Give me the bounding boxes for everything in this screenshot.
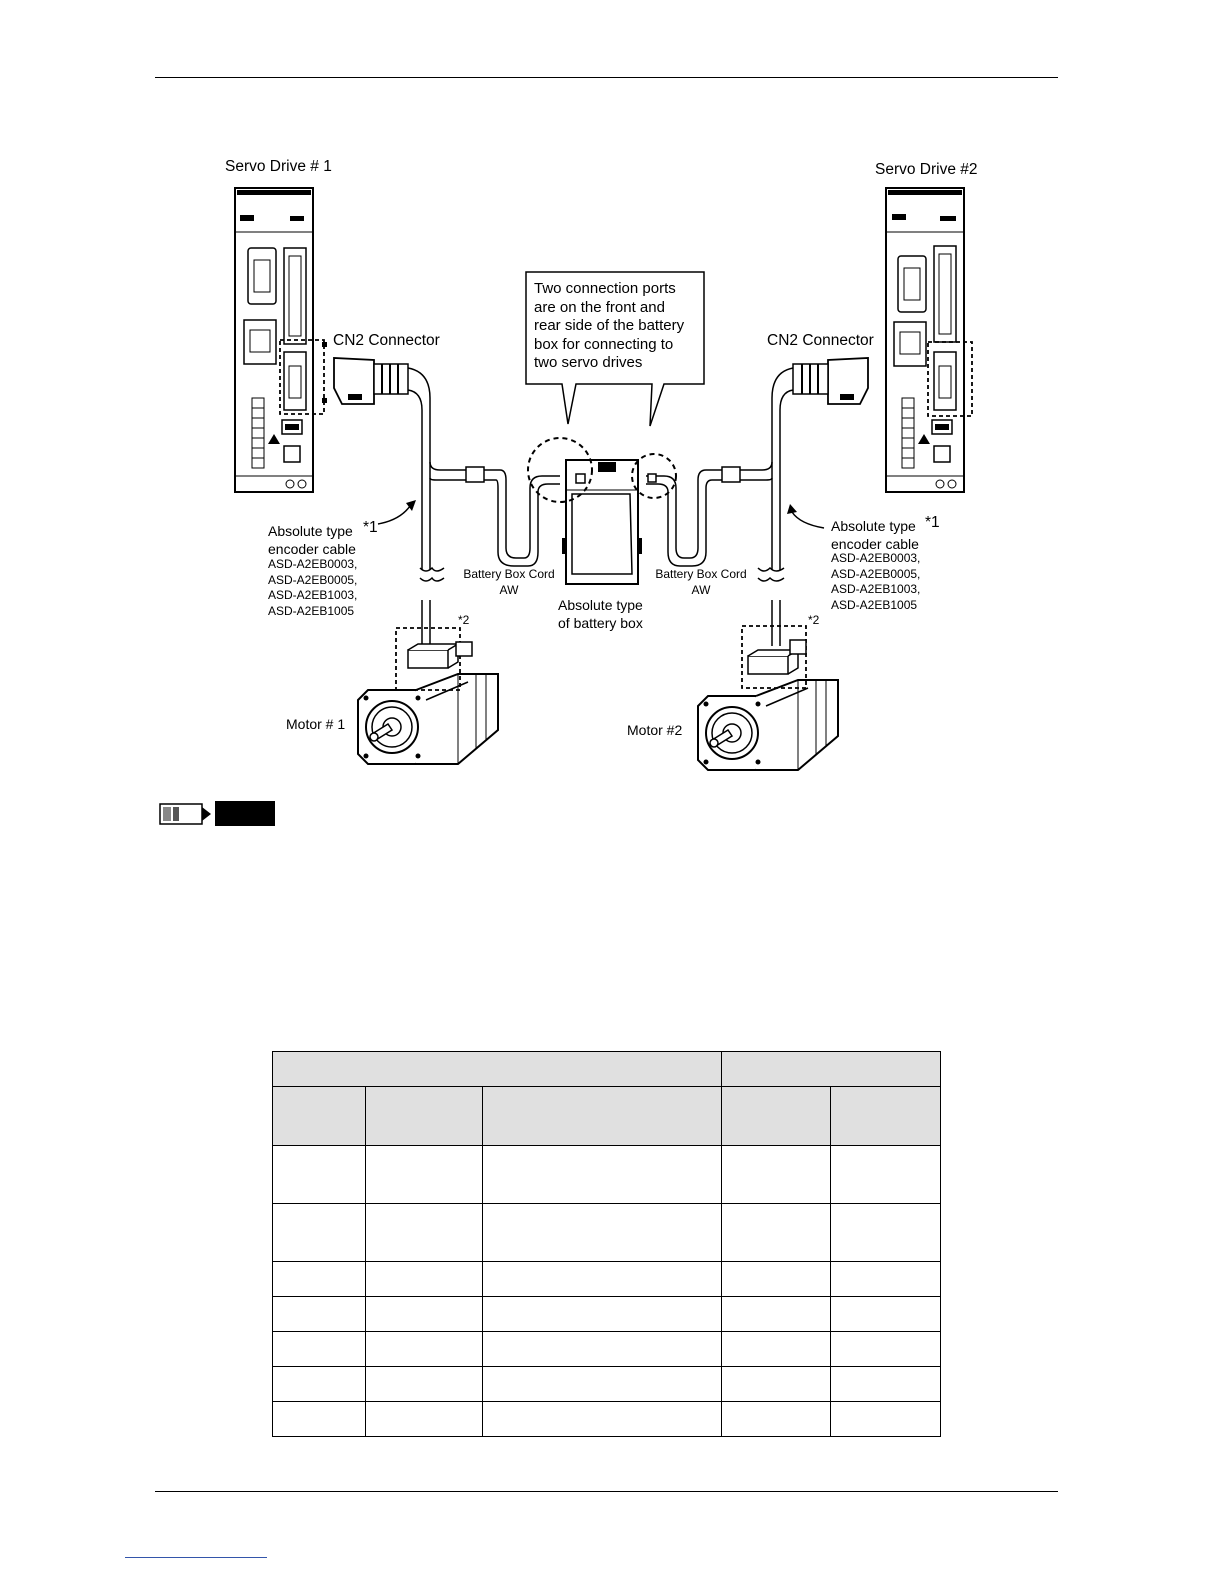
- callout-line: Two connection ports: [534, 280, 676, 297]
- battery-box-line: Absolute type: [558, 597, 643, 613]
- table-cell: [483, 1146, 722, 1204]
- encoder-cable-left-graphic: [408, 368, 466, 646]
- table-cell: [273, 1262, 366, 1297]
- table-cell: [483, 1087, 722, 1146]
- table-cell: [722, 1087, 831, 1146]
- table-cell: [831, 1297, 941, 1332]
- encoder-cable-right-graphic: [740, 368, 793, 646]
- table-cell: [722, 1052, 941, 1087]
- table-cell: [722, 1367, 831, 1402]
- cable-model: ASD-A2EB0003,: [831, 551, 921, 565]
- table-row: [273, 1402, 941, 1437]
- table-cell: [831, 1402, 941, 1437]
- battery-cord-left-graphic: [466, 467, 560, 566]
- cord-line: Battery Box Cord: [655, 567, 747, 581]
- table-cell: [722, 1402, 831, 1437]
- motor-2-graphic: [698, 650, 838, 770]
- cord-line: AW: [691, 582, 711, 597]
- callout-line: rear side of the battery: [534, 317, 685, 334]
- cord-line: Battery Box Cord: [463, 567, 555, 581]
- servo-drive-1-graphic: [235, 188, 327, 492]
- left-cable-note-mark: *1: [363, 519, 378, 536]
- battery-cord-right-graphic: [646, 467, 740, 566]
- table-cell: [483, 1332, 722, 1367]
- table-cell: [273, 1146, 366, 1204]
- mark-2-left: *2: [458, 613, 470, 627]
- cable-model: ASD-A2EB0005,: [831, 566, 921, 581]
- table-cell: [831, 1262, 941, 1297]
- right-cable-title-2: encoder cable: [831, 536, 919, 552]
- motor-1-label: Motor # 1: [286, 716, 346, 732]
- table-cell: [366, 1402, 483, 1437]
- table-cell: [273, 1332, 366, 1367]
- cable-model: ASD-A2EB1003,: [831, 582, 921, 596]
- table-row: [273, 1297, 941, 1332]
- table-cell: [831, 1146, 941, 1204]
- bottom-link-underline[interactable]: [125, 1557, 267, 1558]
- table-header-row-2: [273, 1087, 941, 1146]
- cn2-connector-right-label: CN2 Connector: [767, 332, 874, 349]
- callout-line: are on the front and: [534, 298, 665, 316]
- cable-model: ASD-A2EB1005: [268, 603, 355, 618]
- table-cell: [722, 1297, 831, 1332]
- cord-line: AW: [499, 582, 519, 597]
- table-cell: [483, 1402, 722, 1437]
- cable-model: ASD-A2EB1003,: [268, 588, 358, 602]
- servo-drive-2-label: Servo Drive #2: [875, 161, 978, 178]
- table-cell: [831, 1204, 941, 1262]
- table-cell: [483, 1367, 722, 1402]
- table-cell: [722, 1146, 831, 1204]
- table-row: [273, 1332, 941, 1367]
- table-cell: [273, 1052, 722, 1087]
- table-cell: [366, 1087, 483, 1146]
- table-cell: [366, 1146, 483, 1204]
- motor-1-graphic: [358, 644, 498, 764]
- table-cell: [366, 1367, 483, 1402]
- cn2-connector-left-label: CN2 Connector: [333, 332, 440, 349]
- left-cable-title-1: Absolute type: [268, 523, 353, 539]
- right-cable-models: [831, 551, 920, 613]
- table-cell: [273, 1087, 366, 1146]
- arrow-left-icon: [378, 500, 416, 524]
- table-cell: [722, 1332, 831, 1367]
- table-row: [273, 1146, 941, 1204]
- table-cell: [831, 1332, 941, 1367]
- cn2-plug-right-graphic: [793, 358, 868, 404]
- note-pencil-icon: [159, 801, 277, 827]
- table-cell: [483, 1262, 722, 1297]
- motor-2-label: Motor #2: [627, 722, 683, 738]
- cn2-plug-left-graphic: [334, 358, 408, 404]
- table-cell: [273, 1297, 366, 1332]
- left-cable-title-2: encoder cable: [268, 541, 356, 557]
- table-row: [273, 1262, 941, 1297]
- battery-box-label: [558, 596, 643, 632]
- table-cell: [273, 1402, 366, 1437]
- cable-model: ASD-A2EB0005,: [268, 572, 358, 587]
- callout-line: two servo drives: [534, 354, 643, 371]
- table-cell: [722, 1262, 831, 1297]
- right-cable-note-mark: *1: [925, 514, 940, 531]
- battery-cord-right-label: [649, 567, 753, 598]
- spec-table: [272, 1051, 941, 1437]
- table-row: [273, 1367, 941, 1402]
- cable-model: ASD-A2EB1005: [831, 597, 918, 612]
- table-cell: [831, 1367, 941, 1402]
- table-header-row-1: [273, 1052, 941, 1087]
- table-cell: [273, 1204, 366, 1262]
- table-cell: [366, 1204, 483, 1262]
- footer-rule: [155, 1491, 1058, 1492]
- servo-drive-2-graphic: [886, 188, 972, 492]
- table-cell: [273, 1367, 366, 1402]
- battery-box-line: of battery box: [558, 615, 643, 631]
- arrow-right-icon: [787, 504, 824, 528]
- right-cable-title-1: Absolute type: [831, 518, 916, 534]
- cable-model: ASD-A2EB0003,: [268, 557, 358, 571]
- table-cell: [483, 1297, 722, 1332]
- table-cell: [366, 1297, 483, 1332]
- table-cell: [366, 1262, 483, 1297]
- servo-drive-1-label: Servo Drive # 1: [225, 158, 332, 175]
- table-cell: [722, 1204, 831, 1262]
- table-cell: [483, 1204, 722, 1262]
- callout-line: box for connecting to: [534, 335, 674, 353]
- table-cell: [366, 1332, 483, 1367]
- mark-2-right: *2: [808, 613, 820, 627]
- battery-cord-left-label: [457, 567, 561, 598]
- table-row: [273, 1204, 941, 1262]
- battery-box-graphic: [528, 438, 676, 584]
- callout-text: [534, 280, 684, 373]
- table-cell: [831, 1087, 941, 1146]
- left-cable-models: [268, 557, 357, 619]
